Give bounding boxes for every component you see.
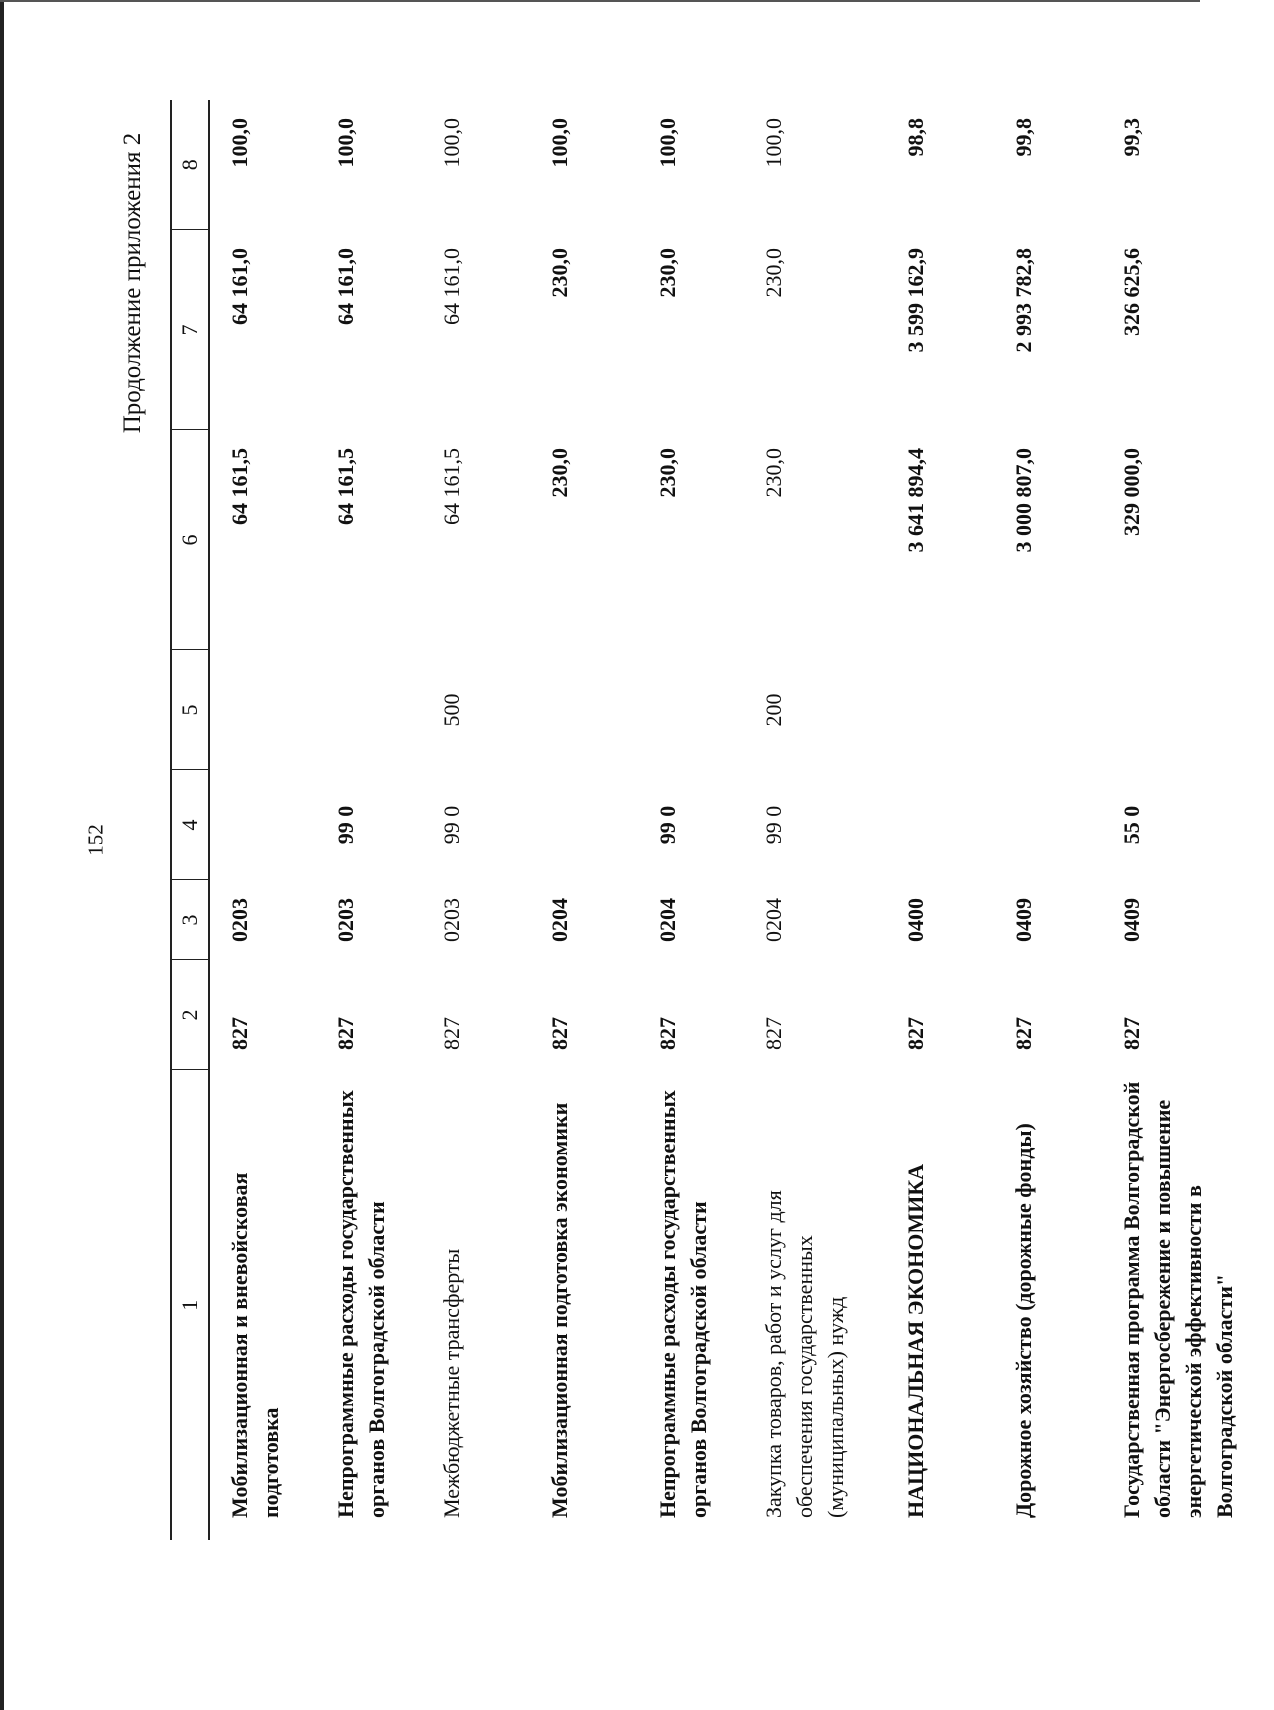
table-row (638, 100, 744, 1540)
row-name: Государственная программа Волгоградской области "Энергосбережение и повышение энергетической эффективности в Волгоградской области" (1119, 1081, 1237, 1518)
row-c7: 230,0 (761, 248, 786, 298)
row-c5 (994, 650, 1102, 770)
row-c6: 230,0 (761, 448, 786, 498)
appendix-caption: Продолжение приложения 2 (119, 132, 146, 434)
header-row (171, 100, 209, 1540)
row-c6: 64 161,5 (439, 448, 464, 525)
row-c2: 827 (227, 1017, 252, 1050)
header-col-2: 2 (171, 960, 209, 1070)
table-row (316, 100, 422, 1540)
row-c3: 0203 (227, 898, 252, 942)
scan-edge-top (0, 0, 1200, 2)
row-c2: 827 (547, 1017, 572, 1050)
table-row (994, 100, 1102, 1540)
table-row (422, 100, 530, 1540)
row-name: Мобилизационная подготовка экономики (547, 1102, 572, 1518)
row-name: Дорожное хозяйство (дорожные фонды) (1011, 1123, 1036, 1518)
row-c5: 500 (439, 693, 464, 727)
row-c2: 827 (439, 1017, 464, 1050)
budget-table (170, 100, 1274, 1540)
row-c6: 230,0 (547, 448, 572, 498)
header-col-4: 4 (171, 770, 209, 880)
row-c7: 230,0 (655, 248, 680, 298)
row-c6: 3 641 894,4 (903, 448, 928, 553)
row-c3: 0409 (1119, 898, 1144, 942)
header-col-3: 3 (171, 880, 209, 960)
row-c8: 100,0 (655, 118, 680, 168)
row-c2: 827 (761, 1017, 786, 1050)
row-c5 (638, 650, 744, 770)
row-name: Мобилизационная и вневойсковая подготовка (227, 1172, 283, 1518)
scan-edge-left (0, 0, 4, 1710)
row-c7: 3 599 162,9 (903, 248, 928, 353)
row-c4: 99 0 (439, 805, 464, 845)
row-c4: 99 0 (655, 805, 680, 845)
row-c8: 99,8 (1011, 118, 1036, 157)
row-c3: 0203 (439, 898, 464, 942)
row-c7: 64 161,0 (439, 248, 464, 325)
row-c2: 827 (333, 1017, 358, 1050)
row-c8: 98,8 (903, 118, 928, 157)
row-c4 (994, 770, 1102, 880)
row-c7: 326 625,6 (1119, 248, 1144, 336)
row-c2: 827 (655, 1017, 680, 1050)
row-c5 (530, 650, 638, 770)
row-c8: 100,0 (761, 118, 786, 168)
row-c3: 0204 (547, 898, 572, 942)
row-name: Межбюджетные трансферты (439, 1248, 464, 1518)
row-c6: 64 161,5 (333, 448, 358, 525)
header-col-8: 8 (171, 100, 209, 230)
table-row (886, 100, 994, 1540)
page-number: 152 (83, 824, 108, 856)
row-c3: 0204 (655, 898, 680, 942)
row-c4: 99 0 (761, 805, 786, 845)
table-row (1102, 100, 1274, 1540)
row-c5: 200 (761, 693, 786, 727)
row-name: НАЦИОНАЛЬНАЯ ЭКОНОМИКА (903, 1163, 928, 1518)
row-c5 (1102, 650, 1274, 770)
row-name: Непрограммные расходы государственных органов Волгоградской области (655, 1090, 711, 1518)
row-c5 (209, 650, 316, 770)
row-c2: 827 (1011, 1017, 1036, 1050)
row-c4: 55 0 (1119, 805, 1144, 845)
row-c6: 64 161,5 (227, 448, 252, 525)
row-c7: 64 161,0 (333, 248, 358, 325)
row-c8: 100,0 (227, 118, 252, 168)
row-c4 (209, 770, 316, 880)
row-c7: 64 161,0 (227, 248, 252, 325)
row-c2: 827 (1119, 1017, 1144, 1050)
table-row (530, 100, 638, 1540)
row-c5 (886, 650, 994, 770)
budget-table-container (170, 100, 1237, 1540)
row-c3: 0204 (761, 898, 786, 942)
row-c7: 230,0 (547, 248, 572, 298)
row-c4 (886, 770, 994, 880)
row-c8: 100,0 (439, 118, 464, 168)
row-c6: 329 000,0 (1119, 448, 1144, 536)
row-c4: 99 0 (333, 805, 358, 845)
row-c8: 100,0 (547, 118, 572, 168)
table-row (209, 100, 316, 1540)
header-col-6: 6 (171, 430, 209, 650)
row-c6: 230,0 (655, 448, 680, 498)
header-col-5: 5 (171, 650, 209, 770)
row-c3: 0400 (903, 898, 928, 942)
row-c8: 100,0 (333, 118, 358, 168)
row-c2: 827 (903, 1017, 928, 1050)
row-c4 (530, 770, 638, 880)
row-name: Закупка товаров, работ и услуг для обеспечения государственных (муниципальных) нужд (761, 1190, 848, 1518)
row-c6: 3 000 807,0 (1011, 448, 1036, 553)
row-c7: 2 993 782,8 (1011, 248, 1036, 353)
table-row (744, 100, 886, 1540)
header-col-7: 7 (171, 230, 209, 430)
row-c5 (316, 650, 422, 770)
header-col-1: 1 (171, 1070, 209, 1540)
row-c3: 0409 (1011, 898, 1036, 942)
row-name: Непрограммные расходы государственных органов Волгоградской области (333, 1090, 389, 1518)
row-c3: 0203 (333, 898, 358, 942)
row-c8: 99,3 (1119, 118, 1144, 157)
